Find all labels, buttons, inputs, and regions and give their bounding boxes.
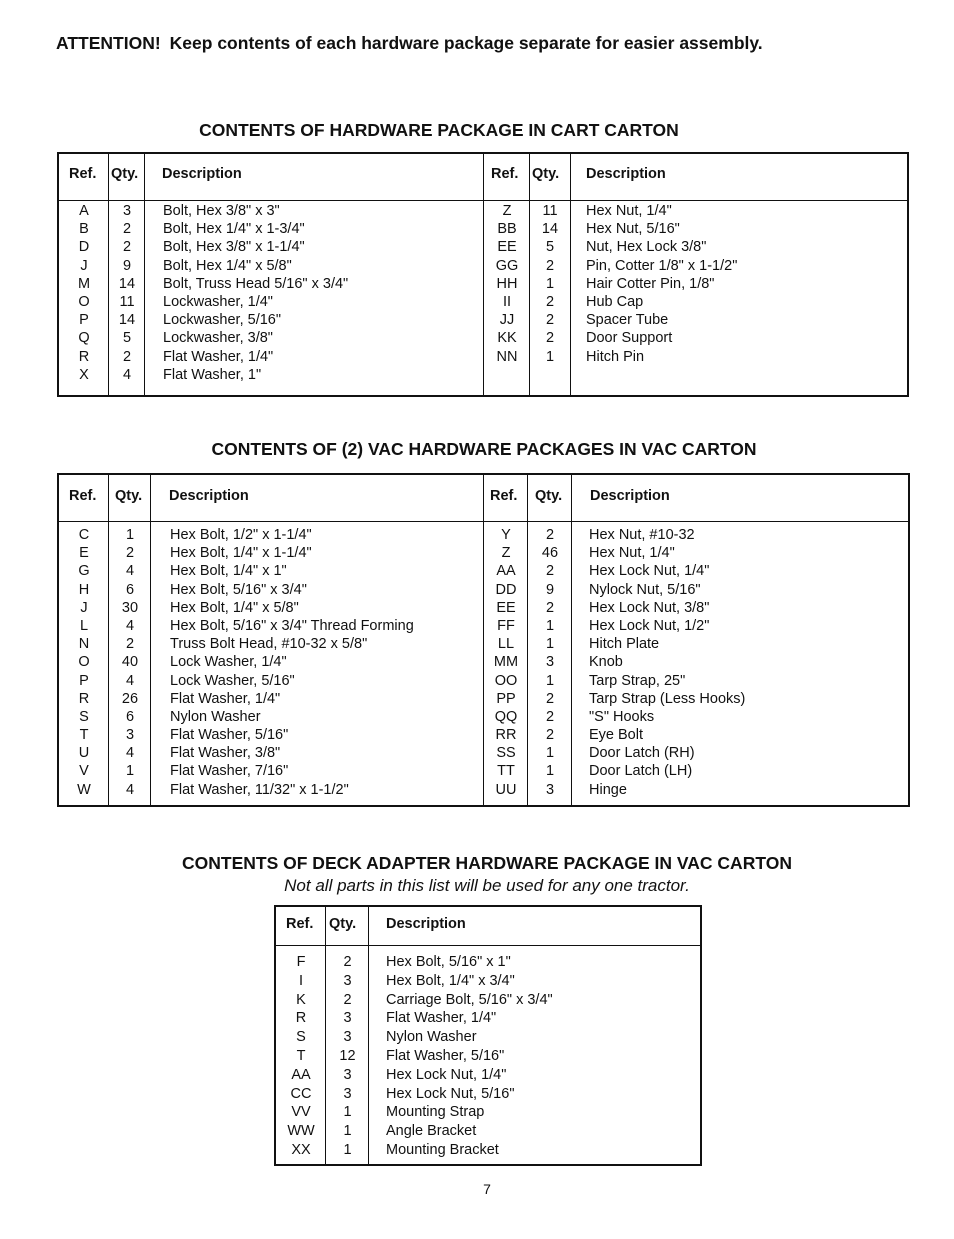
ref-cell: EE <box>496 599 516 616</box>
description-cell: Flat Washer, 7/16" <box>170 763 289 780</box>
page-number: 7 <box>483 1181 491 1197</box>
qty-cell: 1 <box>343 1141 352 1158</box>
description-cell: Hitch Plate <box>589 636 660 653</box>
qty-cell: 2 <box>545 293 555 310</box>
ref-cell: V <box>79 763 89 780</box>
description-cell: Hex Nut, 5/16" <box>586 221 680 238</box>
ref-cell: QQ <box>494 708 518 725</box>
description-cell: Nut, Hex Lock 3/8" <box>586 239 707 256</box>
deck-header-qty: Qty. <box>329 916 357 932</box>
ref-cell: O <box>78 293 90 310</box>
vac-left-qty-column <box>109 526 151 799</box>
ref-cell: T <box>79 727 89 744</box>
ref-cell: S <box>296 1029 306 1046</box>
deck-table-title: CONTENTS OF DECK ADAPTER HARDWARE PACKAGE IN VAC CARTON <box>182 853 792 873</box>
qty-cell: 3 <box>343 972 352 989</box>
ref-cell: P <box>79 672 89 689</box>
vac-right-ref-column <box>484 526 528 799</box>
description-cell: Flat Washer, 5/16" <box>386 1047 505 1064</box>
description-cell: Hex Lock Nut, 5/16" <box>386 1085 515 1102</box>
ref-cell: FF <box>497 617 515 634</box>
description-cell: Door Support <box>586 330 673 347</box>
vac-right-qty-column <box>528 526 572 799</box>
ref-cell: W <box>77 781 91 798</box>
description-cell: Hex Bolt, 1/4" x 1-1/4" <box>170 545 312 562</box>
description-cell: Hex Bolt, 5/16" x 1" <box>386 954 511 970</box>
ref-cell: B <box>79 221 89 238</box>
description-cell: Bolt, Hex 1/4" x 1-3/4" <box>163 221 305 238</box>
ref-cell: K <box>296 991 306 1008</box>
description-cell: Hex Nut, #10-32 <box>589 527 695 543</box>
attention-label: ATTENTION! <box>56 33 161 53</box>
qty-cell: 3 <box>343 1066 352 1083</box>
description-cell: Truss Bolt Head, #10-32 x 5/8" <box>170 636 368 653</box>
description-cell: Flat Washer, 1/4" <box>170 690 281 707</box>
vac-left-description-column <box>170 526 482 799</box>
ref-cell: T <box>296 1047 306 1064</box>
qty-cell: 2 <box>122 221 132 238</box>
ref-cell: J <box>80 257 88 274</box>
description-cell: "S" Hooks <box>589 708 655 725</box>
description-cell: Pin, Cotter 1/8" x 1-1/2" <box>586 257 738 274</box>
ref-cell: X <box>79 366 89 383</box>
qty-cell: 1 <box>545 672 555 689</box>
qty-cell: 2 <box>545 708 555 725</box>
deck-header-description: Description <box>386 916 466 932</box>
ref-cell: BB <box>497 221 517 238</box>
cart-header-ref-left: Ref. <box>69 166 97 182</box>
qty-cell: 1 <box>545 763 555 780</box>
description-cell: Flat Washer, 1" <box>163 366 262 383</box>
qty-cell: 9 <box>122 257 132 274</box>
qty-cell: 4 <box>125 563 135 580</box>
description-cell: Hex Lock Nut, 1/4" <box>589 563 710 580</box>
ref-cell: UU <box>495 781 517 798</box>
qty-cell: 1 <box>545 275 555 292</box>
cart-table-title: CONTENTS OF HARDWARE PACKAGE IN CART CARTON <box>199 120 679 140</box>
qty-cell: 1 <box>545 617 555 634</box>
description-cell: Flat Washer, 1/4" <box>163 348 274 365</box>
description-cell: Hex Bolt, 5/16" x 3/4" <box>170 581 307 598</box>
description-cell: Flat Washer, 11/32" x 1-1/2" <box>170 781 349 798</box>
qty-cell: 14 <box>118 275 136 292</box>
qty-cell: 26 <box>121 690 139 707</box>
ref-cell: EE <box>497 239 517 256</box>
description-cell: Angle Bracket <box>386 1123 477 1140</box>
description-cell: Flat Washer, 3/8" <box>170 745 281 762</box>
description-cell: Bolt, Hex 3/8" x 3" <box>163 203 280 219</box>
qty-cell: 3 <box>545 781 555 798</box>
ref-cell: M <box>77 275 91 292</box>
cart-right-ref-column <box>484 202 530 366</box>
description-cell: Flat Washer, 5/16" <box>170 727 289 744</box>
qty-cell: 4 <box>125 617 135 634</box>
description-cell: Knob <box>589 654 623 671</box>
description-cell: Hub Cap <box>586 293 644 310</box>
qty-cell: 2 <box>125 636 135 653</box>
description-cell: Hex Bolt, 1/4" x 1" <box>170 563 287 580</box>
qty-cell: 1 <box>125 763 135 780</box>
cart-right-description-column <box>586 202 906 366</box>
ref-cell: R <box>78 348 90 365</box>
cart-header-description-left: Description <box>162 166 242 182</box>
vac-left-ref-column <box>59 526 109 799</box>
ref-cell: A <box>79 203 89 219</box>
ref-cell: OO <box>494 672 518 689</box>
qty-cell: 1 <box>545 636 555 653</box>
qty-cell: 30 <box>121 599 139 616</box>
description-cell: Hex Lock Nut, 1/4" <box>386 1066 507 1083</box>
qty-cell: 12 <box>339 1047 356 1064</box>
ref-cell: KK <box>497 330 517 347</box>
ref-cell: AA <box>496 563 516 580</box>
ref-cell: SS <box>496 745 516 762</box>
cart-left-qty-column <box>109 202 145 384</box>
ref-cell: N <box>78 636 90 653</box>
cart-header-qty-right: Qty. <box>532 166 560 182</box>
ref-cell: D <box>78 239 90 256</box>
qty-cell: 9 <box>545 581 555 598</box>
qty-cell: 1 <box>343 1104 352 1121</box>
ref-cell: TT <box>497 763 515 780</box>
ref-cell: AA <box>291 1066 311 1083</box>
qty-cell: 1 <box>545 745 555 762</box>
attention-text: Keep contents of each hardware package separate for easier assembly. <box>169 33 763 53</box>
vac-header-qty-left: Qty. <box>115 488 143 504</box>
qty-cell: 2 <box>125 545 135 562</box>
vac-table-title: CONTENTS OF (2) VAC HARDWARE PACKAGES IN VAC CARTON <box>211 439 757 459</box>
vac-right-description-column <box>589 526 907 799</box>
description-cell: Hex Bolt, 1/4" x 5/8" <box>170 599 299 616</box>
vac-hardware-table <box>57 473 910 807</box>
qty-cell: 2 <box>545 563 555 580</box>
qty-cell: 2 <box>545 727 555 744</box>
cart-hardware-table <box>57 152 909 397</box>
qty-cell: 2 <box>545 527 555 543</box>
description-cell: Hex Bolt, 5/16" x 3/4" Thread Forming <box>170 617 414 634</box>
ref-cell: E <box>79 545 89 562</box>
description-cell: Hair Cotter Pin, 1/8" <box>586 275 715 292</box>
qty-cell: 5 <box>122 330 132 347</box>
qty-cell: 4 <box>125 672 135 689</box>
ref-cell: NN <box>496 348 518 365</box>
deck-qty-column <box>326 953 369 1160</box>
description-cell: Hex Lock Nut, 1/2" <box>589 617 710 634</box>
qty-cell: 3 <box>343 1085 352 1102</box>
cart-left-ref-column <box>59 202 109 384</box>
vac-header-description-right: Description <box>590 488 670 504</box>
ref-cell: MM <box>493 654 519 671</box>
description-cell: Spacer Tube <box>586 312 669 329</box>
cart-header-description-right: Description <box>586 166 666 182</box>
description-cell: Tarp Strap, 25" <box>589 672 686 689</box>
ref-cell: Q <box>78 330 90 347</box>
ref-cell: Z <box>501 545 511 562</box>
qty-cell: 40 <box>121 654 139 671</box>
description-cell: Lock Washer, 1/4" <box>170 654 287 671</box>
ref-cell: GG <box>495 257 519 274</box>
ref-cell: J <box>80 599 88 616</box>
ref-cell: JJ <box>499 312 515 329</box>
description-cell: Hex Nut, 1/4" <box>589 545 675 562</box>
ref-cell: O <box>78 654 90 671</box>
qty-cell: 3 <box>343 1010 352 1027</box>
description-cell: Hex Bolt, 1/2" x 1-1/4" <box>170 527 312 543</box>
vac-header-description-left: Description <box>169 488 249 504</box>
description-cell: Lockwasher, 1/4" <box>163 293 273 310</box>
ref-cell: H <box>78 581 90 598</box>
qty-cell: 2 <box>122 239 132 256</box>
description-cell: Mounting Bracket <box>386 1141 499 1158</box>
cart-right-qty-column <box>530 202 570 366</box>
qty-cell: 4 <box>125 781 135 798</box>
description-cell: Door Latch (LH) <box>589 763 693 780</box>
ref-cell: C <box>78 527 90 543</box>
qty-cell: 3 <box>545 654 555 671</box>
vac-header-qty-right: Qty. <box>535 488 563 504</box>
cart-header-ref-right: Ref. <box>491 166 519 182</box>
deck-adapter-hardware-table <box>274 905 702 1166</box>
description-cell: Bolt, Hex 1/4" x 5/8" <box>163 257 292 274</box>
ref-cell: DD <box>495 581 517 598</box>
qty-cell: 2 <box>545 257 555 274</box>
ref-cell: G <box>78 563 90 580</box>
qty-cell: 6 <box>125 581 135 598</box>
description-cell: Nylock Nut, 5/16" <box>589 581 701 598</box>
description-cell: Hitch Pin <box>586 348 645 365</box>
cart-header-qty-left: Qty. <box>111 166 139 182</box>
deck-table-subtitle: Not all parts in this list will be used for any one tractor. <box>284 876 690 895</box>
qty-cell: 6 <box>125 708 135 725</box>
description-cell: Bolt, Truss Head 5/16" x 3/4" <box>163 275 349 292</box>
description-cell: Hex Nut, 1/4" <box>586 203 672 219</box>
description-cell: Carriage Bolt, 5/16" x 3/4" <box>386 991 553 1008</box>
ref-cell: S <box>79 708 89 725</box>
qty-cell: 4 <box>122 366 132 383</box>
qty-cell: 14 <box>118 312 136 329</box>
deck-header-ref: Ref. <box>286 916 314 932</box>
qty-cell: 5 <box>545 239 555 256</box>
ref-cell: F <box>296 954 306 970</box>
qty-cell: 1 <box>125 527 135 543</box>
qty-cell: 11 <box>542 203 558 219</box>
qty-cell: 46 <box>541 545 559 562</box>
description-cell: Mounting Strap <box>386 1104 485 1121</box>
description-cell: Bolt, Hex 3/8" x 1-1/4" <box>163 239 305 256</box>
vac-header-ref-left: Ref. <box>69 488 97 504</box>
qty-cell: 2 <box>122 348 132 365</box>
ref-cell: P <box>79 312 89 329</box>
ref-cell: R <box>78 690 90 707</box>
cart-left-description-column <box>163 202 481 384</box>
qty-cell: 2 <box>545 690 555 707</box>
description-cell: Lockwasher, 5/16" <box>163 312 281 329</box>
description-cell: Flat Washer, 1/4" <box>386 1010 497 1027</box>
qty-cell: 2 <box>545 599 555 616</box>
qty-cell: 3 <box>125 727 135 744</box>
description-cell: Nylon Washer <box>386 1029 477 1046</box>
qty-cell: 4 <box>125 745 135 762</box>
ref-cell: WW <box>287 1123 315 1140</box>
description-cell: Tarp Strap (Less Hooks) <box>589 690 746 707</box>
ref-cell: CC <box>290 1085 312 1102</box>
qty-cell: 1 <box>545 348 555 365</box>
ref-cell: RR <box>495 727 517 744</box>
description-cell: Door Latch (RH) <box>589 745 695 762</box>
qty-cell: 2 <box>545 330 555 347</box>
ref-cell: HH <box>496 275 518 292</box>
ref-cell: XX <box>291 1141 311 1158</box>
description-cell: Eye Bolt <box>589 727 643 744</box>
qty-cell: 14 <box>541 221 559 238</box>
ref-cell: Y <box>501 527 511 543</box>
ref-cell: R <box>295 1010 307 1027</box>
description-cell: Lock Washer, 5/16" <box>170 672 295 689</box>
qty-cell: 2 <box>343 991 352 1008</box>
qty-cell: 2 <box>343 954 352 970</box>
ref-cell: Z <box>502 203 512 219</box>
ref-cell: U <box>78 745 90 762</box>
ref-cell: VV <box>291 1104 311 1121</box>
attention-notice <box>56 33 916 54</box>
qty-cell: 2 <box>545 312 555 329</box>
deck-ref-column <box>276 953 326 1160</box>
description-cell: Hex Bolt, 1/4" x 3/4" <box>386 972 515 989</box>
qty-cell: 3 <box>343 1029 352 1046</box>
qty-cell: 11 <box>119 293 135 310</box>
ref-cell: L <box>79 617 89 634</box>
qty-cell: 3 <box>122 203 132 219</box>
ref-cell: II <box>502 293 512 310</box>
vac-header-ref-right: Ref. <box>490 488 518 504</box>
deck-description-column <box>386 953 696 1160</box>
ref-cell: PP <box>496 690 516 707</box>
description-cell: Hinge <box>589 781 627 798</box>
description-cell: Nylon Washer <box>170 708 261 725</box>
ref-cell: LL <box>497 636 515 653</box>
ref-cell: I <box>298 972 304 989</box>
description-cell: Lockwasher, 3/8" <box>163 330 273 347</box>
qty-cell: 1 <box>343 1123 352 1140</box>
description-cell: Hex Lock Nut, 3/8" <box>589 599 710 616</box>
